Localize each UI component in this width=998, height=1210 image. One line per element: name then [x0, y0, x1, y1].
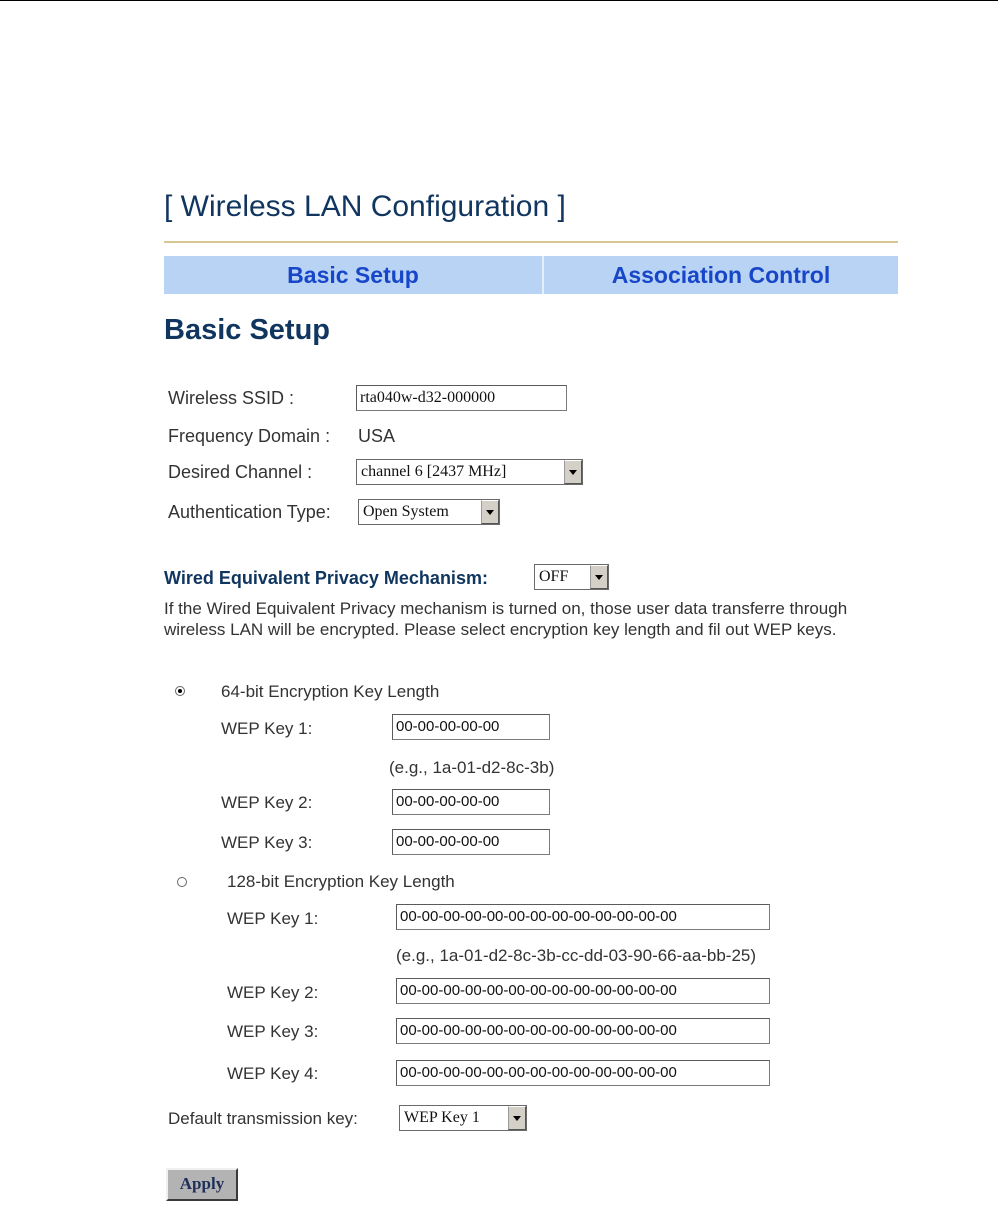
- wep64-key1-label: WEP Key 1:: [221, 719, 313, 738]
- wep64-example-hint: (e.g., 1a-01-d2-8c-3b): [389, 758, 555, 777]
- ssid-input[interactable]: rta040w-d32-000000: [356, 385, 567, 411]
- default-key-label: Default transmission key:: [168, 1109, 358, 1128]
- apply-button[interactable]: Apply: [166, 1168, 238, 1201]
- default-key-value: WEP Key 1: [404, 1109, 480, 1126]
- wep64-key2-label: WEP Key 2:: [221, 793, 313, 812]
- wep-description: If the Wired Equivalent Privacy mechanism is turned on, those user data transferre through wireless LAN will be encrypted. Please select encryption key length and fil out WEP keys.: [164, 599, 848, 639]
- wep128-key3-label: WEP Key 3:: [227, 1022, 319, 1041]
- frequency-domain-value: USA: [358, 426, 396, 446]
- radio-64bit-label: 64-bit Encryption Key Length: [221, 682, 440, 701]
- wep128-key2-input[interactable]: 00-00-00-00-00-00-00-00-00-00-00-00-00: [396, 978, 770, 1004]
- section-title: Basic Setup: [164, 314, 330, 346]
- page-title: [ Wireless LAN Configuration ]: [164, 190, 566, 223]
- tab-bar: [164, 256, 898, 294]
- wep64-key1-input[interactable]: 00-00-00-00-00: [392, 714, 550, 740]
- wep64-key3-label: WEP Key 3:: [221, 833, 313, 852]
- chevron-down-icon[interactable]: [590, 565, 608, 589]
- chevron-down-icon[interactable]: [481, 500, 499, 524]
- desired-channel-select[interactable]: [356, 459, 583, 485]
- ssid-label: Wireless SSID :: [168, 388, 295, 408]
- desired-channel-label: Desired Channel :: [168, 462, 313, 482]
- desired-channel-value: channel 6 [2437 MHz]: [361, 463, 507, 480]
- wep128-example-hint: (e.g., 1a-01-d2-8c-3b-cc-dd-03-90-66-aa-bb-25): [396, 946, 757, 965]
- authentication-type-value: Open System: [363, 503, 449, 520]
- radio-128bit[interactable]: [177, 877, 187, 887]
- wep128-key1-label: WEP Key 1:: [227, 909, 319, 928]
- wep64-key3-input[interactable]: 00-00-00-00-00: [392, 829, 550, 855]
- radio-128bit-label: 128-bit Encryption Key Length: [227, 872, 455, 891]
- wep128-key1-input[interactable]: 00-00-00-00-00-00-00-00-00-00-00-00-00: [396, 904, 770, 930]
- wep128-key4-label: WEP Key 4:: [227, 1064, 319, 1083]
- wep-mechanism-value: OFF: [539, 568, 569, 585]
- wep-mechanism-label: Wired Equivalent Privacy Mechanism:: [164, 568, 488, 588]
- tab-basic-setup[interactable]: Basic Setup: [164, 256, 544, 294]
- wep128-key3-input[interactable]: 00-00-00-00-00-00-00-00-00-00-00-00-00: [396, 1018, 770, 1044]
- wep128-key2-label: WEP Key 2:: [227, 983, 319, 1002]
- top-divider: [0, 0, 998, 1]
- radio-64bit[interactable]: [175, 686, 185, 696]
- default-key-select[interactable]: [399, 1105, 527, 1131]
- frequency-domain-label: Frequency Domain :: [168, 426, 331, 446]
- authentication-type-select[interactable]: [358, 499, 500, 525]
- wep128-key4-input[interactable]: 00-00-00-00-00-00-00-00-00-00-00-00-00: [396, 1060, 770, 1086]
- chevron-down-icon[interactable]: [508, 1106, 526, 1130]
- wep64-key2-input[interactable]: 00-00-00-00-00: [392, 789, 550, 815]
- chevron-down-icon[interactable]: [564, 460, 582, 484]
- wep-mechanism-select[interactable]: [534, 564, 609, 590]
- title-divider: [164, 241, 898, 243]
- tab-association-control[interactable]: Association Control: [544, 256, 898, 294]
- authentication-type-label: Authentication Type:: [168, 502, 331, 522]
